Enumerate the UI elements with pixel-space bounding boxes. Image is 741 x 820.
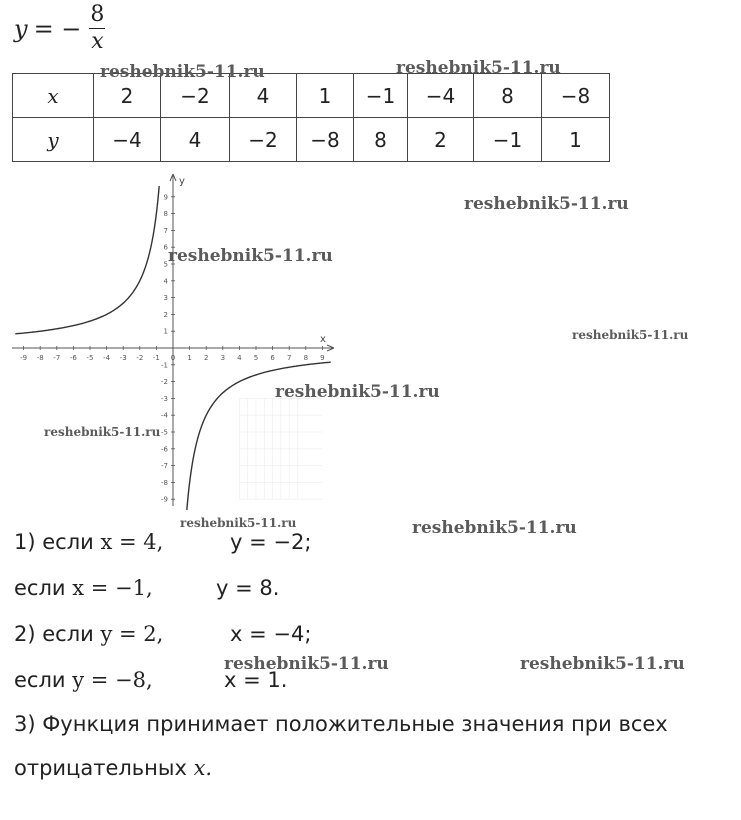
- formula-denominator: x: [91, 29, 104, 54]
- answer-prefix: если: [14, 576, 73, 600]
- hyperbola-graph: [12, 172, 342, 512]
- table-cell: 8: [474, 74, 542, 118]
- x-tick-label: -9: [20, 354, 28, 362]
- formula-fraction: [89, 2, 105, 55]
- answer-variable: x.: [193, 756, 213, 780]
- answer-result-2: y = 8.: [216, 576, 280, 600]
- x-tick-label: 9: [320, 354, 325, 362]
- table-cell: −1: [354, 74, 408, 118]
- y-tick-label: 3: [163, 294, 168, 303]
- values-table: [12, 73, 610, 162]
- table-cell: −2: [161, 74, 230, 118]
- x-tick-label: -6: [69, 354, 77, 362]
- hyperbola-branch-1: [15, 186, 159, 334]
- table-cell: −8: [297, 118, 354, 162]
- table-cell: 1: [542, 118, 610, 162]
- watermark: reshebnik5-11.ru: [224, 654, 389, 674]
- watermark: reshebnik5-11.ru: [412, 518, 577, 538]
- x-tick-label: 2: [203, 354, 209, 362]
- y-tick-label: 5: [163, 260, 168, 269]
- watermark: reshebnik5-11.ru: [464, 194, 629, 214]
- x-tick-label: 4: [237, 354, 242, 362]
- y-tick-label: -2: [161, 378, 168, 387]
- watermark: reshebnik5-11.ru: [572, 328, 689, 342]
- formula-numerator: 8: [90, 2, 105, 27]
- table-cell: −4: [408, 74, 474, 118]
- y-tick-label: 2: [163, 310, 168, 319]
- watermark: reshebnik5-11.ru: [100, 62, 265, 82]
- x-tick-label: 1: [187, 354, 192, 362]
- y-tick-label: 8: [163, 210, 168, 219]
- y-axis-label: y: [179, 176, 185, 187]
- y-tick-label: -7: [161, 462, 168, 471]
- answer-result-4: x = 1.: [224, 668, 288, 692]
- table-cell: 8: [354, 118, 408, 162]
- table-cell: −2: [230, 118, 297, 162]
- answer-result-1: y = −2;: [230, 530, 312, 554]
- answer-line-3: [14, 622, 163, 646]
- y-tick-label: -9: [161, 495, 168, 504]
- table-cell: 1: [297, 74, 354, 118]
- x-tick-label: 3: [220, 354, 226, 362]
- y-tick-label: -5: [161, 428, 168, 437]
- table-cell: −1: [474, 118, 542, 162]
- y-tick-label: 7: [163, 226, 168, 235]
- table-cell: −4: [94, 118, 161, 162]
- answer-line-5: 3) Функция принимает положительные значения при всех: [14, 712, 668, 736]
- x-tick-label: -2: [136, 354, 144, 362]
- formula-lhs: y: [14, 14, 28, 43]
- watermark: reshebnik5-11.ru: [396, 58, 561, 78]
- answer-line-1: [14, 530, 163, 554]
- watermark: reshebnik5-11.ru: [180, 516, 297, 530]
- x-tick-label: -8: [36, 354, 44, 362]
- x-tick-label: -5: [86, 354, 94, 362]
- table-cell: −8: [542, 74, 610, 118]
- y-tick-label: -4: [161, 411, 168, 420]
- x-axis-label: x: [320, 334, 326, 345]
- watermark: reshebnik5-11.ru: [44, 425, 161, 439]
- answer-line-6: [14, 756, 212, 780]
- y-tick-label: 9: [163, 193, 168, 202]
- y-tick-label: 6: [163, 243, 168, 252]
- watermark: reshebnik5-11.ru: [520, 654, 685, 674]
- x-tick-label: 6: [270, 354, 275, 362]
- answer-prefix: 2) если: [14, 622, 101, 646]
- x-tick-label: 8: [303, 354, 309, 362]
- table-cell: 2: [94, 74, 161, 118]
- x-tick-label: -4: [103, 354, 111, 362]
- answer-condition: y = −8,: [72, 668, 153, 692]
- x-tick-label: -1: [152, 354, 160, 362]
- x-tick-label: 0: [170, 354, 176, 362]
- y-tick-label: -8: [161, 478, 168, 487]
- watermark: reshebnik5-11.ru: [275, 382, 440, 402]
- answer-prefix: если: [14, 668, 73, 692]
- x-tick-label: 5: [253, 354, 259, 362]
- y-tick-label: -6: [161, 445, 168, 454]
- y-tick-label: 1: [163, 327, 168, 336]
- x-tick-label: -3: [119, 354, 127, 362]
- answer-line-2: [14, 576, 153, 600]
- x-tick-label: -7: [53, 354, 61, 362]
- answer-result-3: x = −4;: [230, 622, 312, 646]
- y-tick-label: -3: [161, 394, 168, 403]
- function-formula: [14, 2, 105, 55]
- formula-sign: = −: [33, 14, 82, 43]
- table-cell: 4: [230, 74, 297, 118]
- table-cell: 4: [161, 118, 230, 162]
- table-header-y: y: [13, 118, 94, 162]
- answer-condition: x = −1,: [72, 576, 153, 600]
- table-cell: 2: [408, 118, 474, 162]
- answer-text: отрицательных: [14, 756, 194, 780]
- y-tick-label: 4: [163, 277, 168, 286]
- answer-condition: y = 2,: [100, 622, 164, 646]
- table-header-x: x: [13, 74, 94, 118]
- answer-line-4: [14, 668, 153, 692]
- watermark: reshebnik5-11.ru: [168, 246, 333, 266]
- table-row-y: [13, 118, 610, 162]
- answer-condition: x = 4,: [100, 530, 164, 554]
- x-tick-label: 7: [286, 354, 292, 362]
- y-tick-label: -1: [161, 361, 168, 370]
- answer-prefix: 1) если: [14, 530, 101, 554]
